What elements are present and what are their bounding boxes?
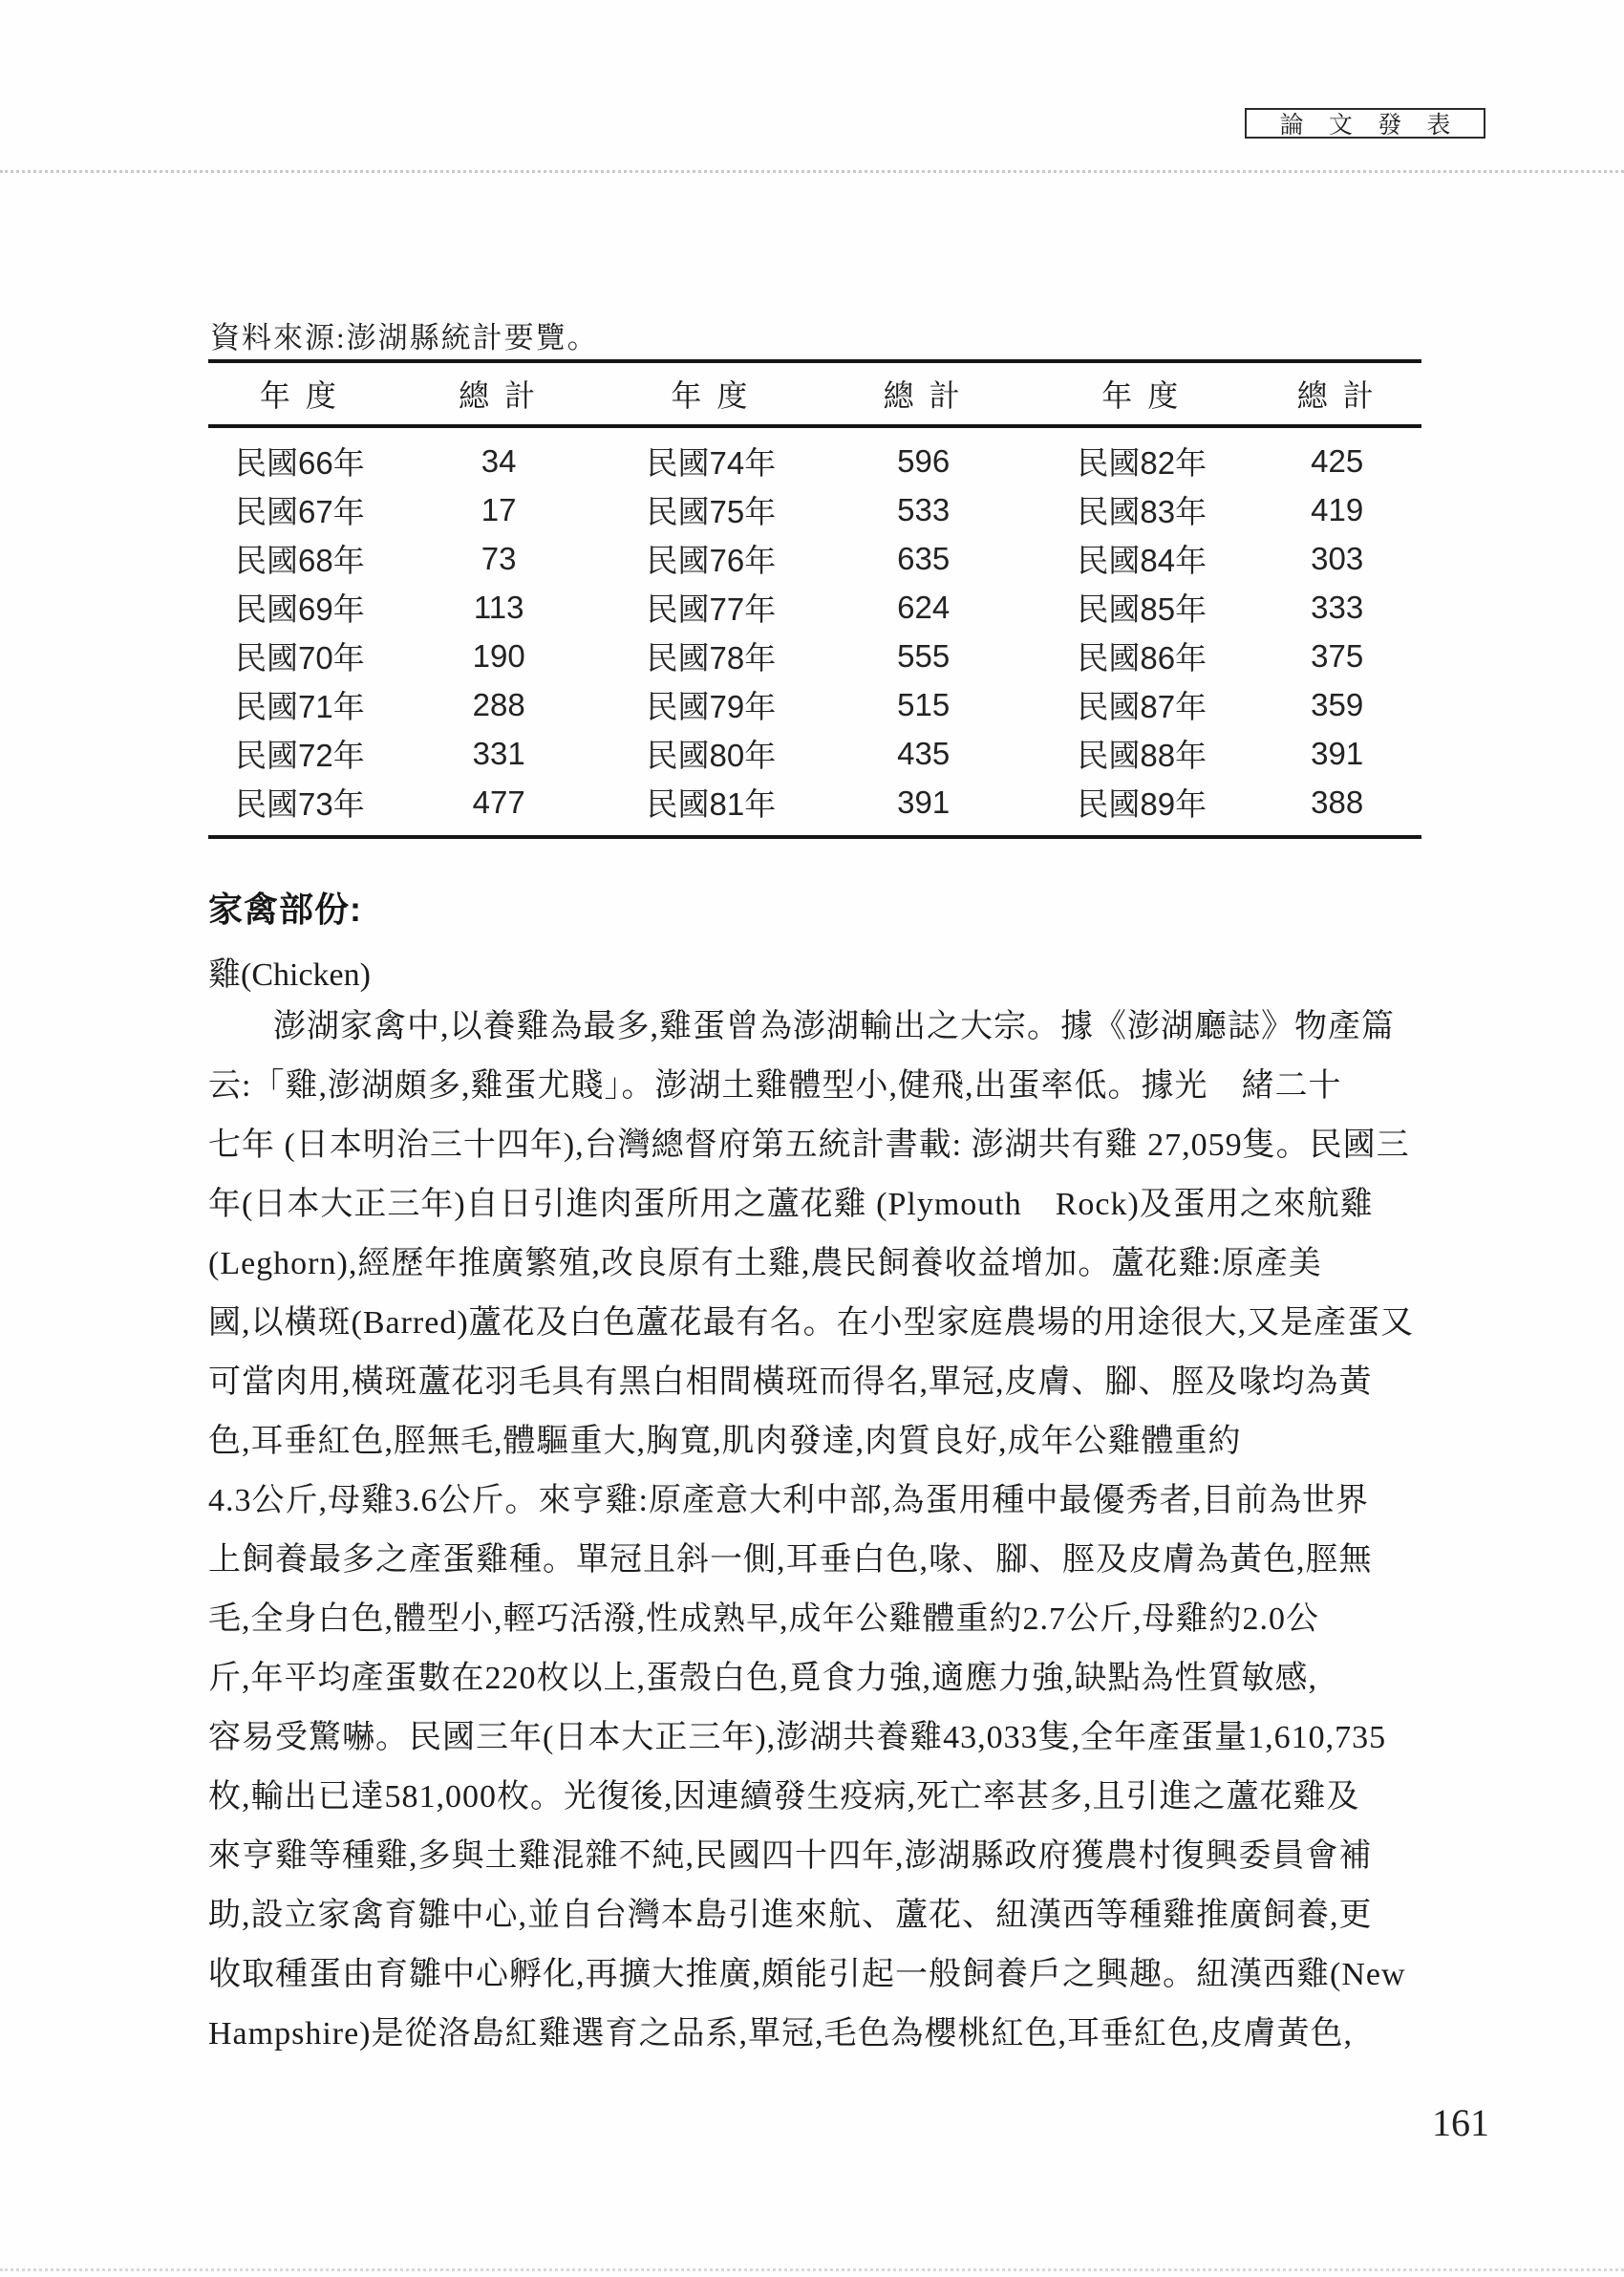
total-cell: 288 [472, 686, 525, 722]
year-cell: 民國71年 [235, 689, 365, 724]
year-cell: 民國85年 [1077, 591, 1207, 627]
total-cell: 303 [1311, 540, 1364, 576]
body-paragraph [208, 998, 1469, 2064]
paragraph-line: Hampshire)是從洛島紅雞選育之品系,單冠,毛色為櫻桃紅色,耳垂紅色,皮膚黃色, [208, 2016, 1354, 2051]
year-cell: 民國87年 [1077, 689, 1207, 724]
total-cell: 190 [472, 637, 525, 674]
total-cell: 113 [473, 589, 524, 625]
total-cell: 333 [1311, 589, 1364, 625]
total-cell: 435 [897, 735, 951, 771]
year-cell: 民國89年 [1077, 786, 1207, 822]
table-source-note: 資料來源:澎湖縣統計要覽。 [210, 321, 599, 354]
total-cell: 391 [1311, 735, 1364, 771]
page-number: 161 [1432, 2101, 1489, 2144]
section-heading: 家禽部份: [208, 890, 362, 929]
year-cell: 民國84年 [1077, 543, 1207, 578]
header-cell-year-3: 年 度 [1101, 378, 1183, 413]
table-row [208, 729, 1421, 778]
paragraph-line: 年(日本大正三年)自日引進肉蛋所用之蘆花雞 (Plymouth Rock)及蛋用之來航雞 [208, 1187, 1374, 1222]
total-cell: 73 [481, 540, 517, 576]
year-cell: 民國72年 [235, 738, 365, 773]
table-bottom-rule [208, 835, 1421, 839]
total-cell: 515 [897, 686, 951, 722]
year-cell: 民國77年 [646, 591, 777, 627]
paper-presentation-badge [1245, 108, 1485, 139]
total-cell: 331 [472, 735, 525, 771]
paragraph-line: (Leghorn),經歷年推廣繁殖,改良原有土雞,農民飼養收益增加。蘆花雞:原產美 [208, 1246, 1322, 1281]
table-padding [208, 827, 1421, 835]
table-padding [208, 428, 1421, 437]
total-cell: 596 [897, 442, 951, 479]
paragraph-line: 助,設立家禽育雛中心,並自台灣本島引進來航、蘆花、紐漢西等種雞推廣飼養,更 [208, 1898, 1373, 1933]
total-cell: 34 [481, 442, 517, 479]
total-cell: 391 [897, 784, 951, 820]
year-cell: 民國76年 [646, 543, 777, 578]
table-row [208, 680, 1421, 729]
total-cell: 635 [897, 540, 951, 576]
header-cell-total-2: 總 計 [883, 378, 964, 413]
year-cell: 民國86年 [1077, 640, 1207, 676]
table-row [208, 534, 1421, 583]
total-cell: 17 [481, 491, 517, 527]
total-cell: 533 [897, 491, 951, 527]
badge-label: 論 文 發 表 [1279, 113, 1461, 139]
total-cell: 555 [897, 637, 951, 674]
paragraph-line: 4.3公斤,母雞3.6公斤。來亨雞:原產意大利中部,為蛋用種中最優秀者,目前為世界 [208, 1483, 1369, 1518]
year-cell: 民國75年 [646, 494, 777, 529]
paragraph-line: 上飼養最多之產蛋雞種。單冠且斜一側,耳垂白色,喙、腳、脛及皮膚為黃色,脛無 [208, 1542, 1373, 1578]
bottom-dotted-divider [0, 2268, 1624, 2271]
table-row [208, 583, 1421, 632]
year-cell: 民國69年 [235, 591, 365, 627]
paragraph-line: 來亨雞等種雞,多與土雞混雜不純,民國四十四年,澎湖縣政府獲農村復興委員會補 [208, 1838, 1373, 1874]
year-cell: 民國66年 [235, 445, 365, 481]
statistics-table [208, 359, 1421, 839]
table-row [208, 778, 1421, 827]
table-row [208, 632, 1421, 680]
year-cell: 民國68年 [235, 543, 365, 578]
table-row [208, 437, 1421, 485]
table-header-row [208, 363, 1421, 424]
header-cell-total-3: 總 計 [1296, 378, 1378, 413]
header-cell-year-2: 年 度 [671, 378, 752, 413]
subsection-heading: 雞(Chicken) [208, 957, 371, 993]
total-cell: 375 [1311, 637, 1364, 674]
paragraph-line: 七年 (日本明治三十四年),台灣總督府第五統計書載: 澎湖共有雞 27,059隻。民國三 [208, 1128, 1410, 1163]
total-cell: 477 [472, 784, 525, 820]
year-cell: 民國78年 [646, 640, 777, 676]
total-cell: 388 [1311, 784, 1364, 820]
paragraph-line: 可當肉用,橫斑蘆花羽毛具有黑白相間橫斑而得名,單冠,皮膚、腳、脛及喙均為黃 [208, 1364, 1373, 1400]
paragraph-line: 澎湖家禽中,以養雞為最多,雞蛋曾為澎湖輸出之大宗。據《澎湖廳誌》物產篇 [273, 1009, 1395, 1044]
paragraph-line: 枚,輸出已達581,000枚。光復後,因連續發生疫病,死亡率甚多,且引進之蘆花雞及 [208, 1779, 1360, 1815]
year-cell: 民國81年 [646, 786, 777, 822]
top-dotted-divider [0, 170, 1624, 173]
paragraph-line: 斤,年平均產蛋數在220枚以上,蛋殼白色,覓食力強,適應力強,缺點為性質敏感, [208, 1661, 1317, 1696]
year-cell: 民國79年 [646, 689, 777, 724]
total-cell: 624 [897, 589, 951, 625]
total-cell: 419 [1311, 491, 1364, 527]
year-cell: 民國73年 [235, 786, 365, 822]
paragraph-line: 色,耳垂紅色,脛無毛,體驅重大,胸寬,肌肉發達,肉質良好,成年公雞體重約 [208, 1424, 1242, 1459]
total-cell: 359 [1311, 686, 1364, 722]
paragraph-line: 毛,全身白色,體型小,輕巧活潑,性成熟早,成年公雞體重約2.7公斤,母雞約2.0公 [208, 1601, 1319, 1637]
table-row [208, 485, 1421, 534]
year-cell: 民國67年 [235, 494, 365, 529]
year-cell: 民國83年 [1077, 494, 1207, 529]
year-cell: 民國88年 [1077, 738, 1207, 773]
year-cell: 民國82年 [1077, 445, 1207, 481]
header-cell-total-1: 總 計 [459, 378, 540, 413]
paragraph-line: 云:「雞,澎湖頗多,雞蛋尤賤」。澎湖土雞體型小,健飛,出蛋率低。據光 緒二十 [208, 1068, 1342, 1104]
paragraph-line: 國,以橫斑(Barred)蘆花及白色蘆花最有名。在小型家庭農場的用途很大,又是產蛋又 [208, 1305, 1415, 1341]
header-cell-year-1: 年 度 [259, 378, 340, 413]
paragraph-line: 收取種蛋由育雛中心孵化,再擴大推廣,頗能引起一般飼養戶之興趣。紐漢西雞(New [208, 1957, 1406, 1992]
year-cell: 民國70年 [235, 640, 365, 676]
paragraph-line: 容易受驚嚇。民國三年(日本大正三年),澎湖共養雞43,033隻,全年產蛋量1,610,735 [208, 1720, 1387, 1755]
total-cell: 425 [1311, 442, 1364, 479]
year-cell: 民國74年 [646, 445, 777, 481]
year-cell: 民國80年 [646, 738, 777, 773]
